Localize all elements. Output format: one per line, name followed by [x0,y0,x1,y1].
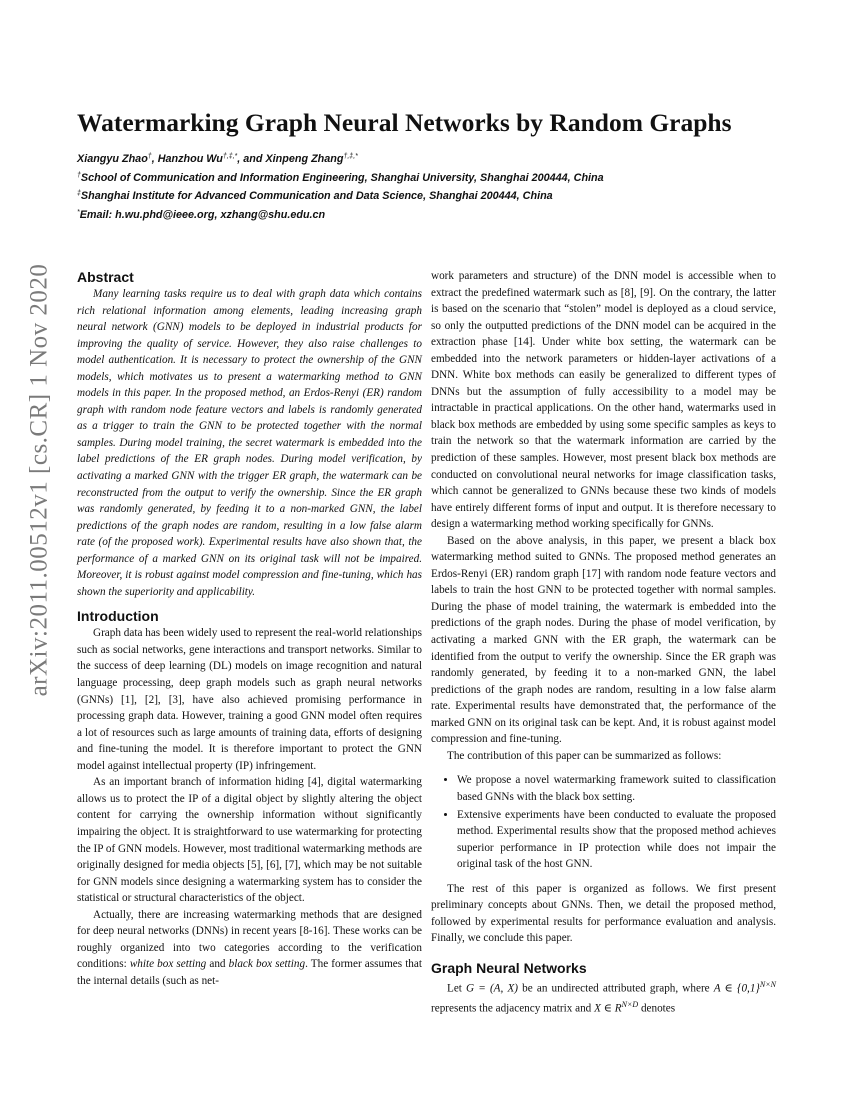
gnn-paragraph-1 [431,977,776,1018]
gnn-math-features-sup: N×D [621,1000,639,1010]
affiliation-2-mark: ‡ [77,190,81,197]
gnn-p1-part-c: represents the adjacency matrix and [431,1002,595,1015]
author-block [77,149,777,223]
affiliation-1-mark: † [77,171,81,179]
intro-paragraph-1: Graph data has been widely used to represent the real-world relationships such as social networks, gene interactions and transport networks. Similar to the success of deep learning (DL) models on image recognition and natural language processing, deep graph models such as graph neural networks (GNNs) [1], [2], [3], have also achieved promising performance in processing graph data. However, training a good GNN model often requires a lot of resources such as large amounts of training data, efforts of designing and fine-tuning the model. It is therefore important to protect the GNN model against intellectual property (IP) infringement. [77,627,422,772]
introduction-heading: Introduction [77,608,159,625]
affiliation-email-text: Email: h.wu.phd@ieee.org, xzhang@shu.edu.cn [79,208,326,221]
abstract-body: Many learning tasks require us to deal with graph data which contains rich relational information among elements, leading increasing graph neural network (GNN) models to be deployed in industrial products for improving the quality of service. However, they also raise challenges to model authentication. It is necessary to protect the ownership of the GNN models, which motivates us to present a watermarking method to GNN models in this paper. In the proposed method, an Erdos-Renyi (ER) random graph with random node feature vectors and labels is randomly generated as a trigger to train the GNN to be protected together with the normal samples. During model training, the secret watermark is embedded into the label predictions of the ER graph nodes. During model verification, by activating a marked GNN with the trigger ER graph, the watermark can be reconstructed from the output to verify the ownership. Since the ER graph was randomly generated, by feeding it to a non-marked GNN, the label predictions of the graph nodes are random, resulting in a low false alarm rate (of the proposed work). Experimental results have also shown that, the performance of a marked GNN on its original task will not be impaired. Moreover, it is robust against model compression and fine-tuning, which has shown the superiority and applicability. [77,288,422,598]
gnn-p1-part-a: Let [447,982,467,995]
arxiv-side-identifier [20,263,58,697]
affiliation-email-mark: * [77,208,80,216]
arxiv-id-text: arXiv:2011.00512v1 [cs.CR] 1 Nov 2020 [25,263,53,697]
author-3-name: Xinpeng Zhang [265,153,344,165]
right-paragraph-1: work parameters and structure) of the DNN model is accessible when to extract the predefined watermark such as [8], [9]. On the contrary, the latter is based on the scenario that “stolen” model is deployed as a cloud service, so only the outputted predictions of the DNN model can be acquired in the extraction phase [14]. Under white box setting, the watermark can be embedded into the network parameters or hidden-layer activations of a DNN. White box methods can easily be generalized to different types of DNNs but the assumption of fully accessibility to a model may be intractable in practical applications. On the other hand, watermarks used in black box methods are embedded by using some specific samples as keys to train the network so that the watermark information are carried by the prediction of these samples. However, most present black box methods are conducted on convolutional neural networks for image classification tasks, which cannot be generalized to GNNs because these two kinds of models have entirely different forms of input and output. It is therefore necessary to design a watermarking method working specifically for GNNs. [431,270,776,531]
author-separator-2: , and [237,153,266,165]
author-3-mark: †,‡,* [343,153,358,160]
intro-p3-black-box: black box setting [228,958,306,971]
affiliation-2 [77,186,777,205]
right-column [431,268,776,1017]
intro-p3-part-b: and [206,958,229,971]
affiliation-1-text: School of Communication and Information Engineering, Shanghai University, Shanghai 200444, China [80,171,604,184]
intro-p3-part-c: . The former assumes that the internal details (such as net- [77,958,422,987]
author-names [77,149,777,168]
intro-paragraph-3 [77,907,422,990]
affiliation-2-text: Shanghai Institute for Advanced Communication and Data Science, Shanghai 200444, China [80,190,553,202]
contribution-item: • We propose a novel watermarking framework suited to classification based GNNs with the black box setting. [457,772,776,805]
intro-paragraph-2: As an important branch of information hiding [4], digital watermarking allows us to protect the IP of a digital object by slightly altering the object content for carrying the ownership information without significantly impairing the object. It is straightforward to use watermarking for protecting the IP of GNN models. However, most traditional watermarking methods are originally designed for media objects [5], [6], [7], which may be not suitable for GNN models since designing a watermarking system has to consider the statistical or structural characteristics of the object. [77,776,422,905]
author-2-name: Hanzhou Wu [157,153,223,165]
right-paragraph-2: Based on the above analysis, in this paper, we present a black box watermarking method suited to GNNs. The proposed method generates an Erdos-Renyi (ER) random graph [17] with random node feature vectors and labels to train the host GNN to be protected together with normal samples. During the phase of model training, the watermark is embedded into the predictions of the graph nodes. During the phase of model verification, by activating a marked GNN with the ER graph, the watermark can be identified from the output to verify the ownership. Since the ER graph was randomly generated, by feeding it to a non-marked GNN, the label predictions of the graph nodes are random, resulting in a low false alarm rate. Experimental results have demonstrated that, the performance of the marked GNN on its original task can be kept. And, it is robust against model compression and fine-tuning. [431,534,776,746]
right-paragraph-4: The rest of this paper is organized as follows. We first present preliminary concepts about GNNs. Then, we detail the proposed method, followed by experimental results for performance evaluation and analysis. Finally, we conclude this paper. [431,882,776,945]
author-separator-1: , [151,153,158,165]
gnn-math-graph: G = (A, X) [466,982,519,995]
gnn-heading: Graph Neural Networks [431,959,587,976]
gnn-math-adjacency-sup: N×N [759,979,776,989]
contribution-list [431,772,776,872]
left-column [77,268,422,989]
gnn-p1-part-d: denotes [638,1002,676,1015]
intro-p3-part-a: Actually, there are increasing watermarking methods that are designed for deep neural networks (DNNs) in recent years [8-16]. These works can be roughly organized into two categories according to the verification conditions: [77,908,422,971]
gnn-math-features: X ∈ R [594,1002,622,1015]
contribution-item: • Extensive experiments have been conducted to evaluate the proposed method. Experimental results show that the proposed method achieves superior performance in IP protection while does not impair the original task of the host GNN. [457,807,776,873]
author-1-mark: † [147,153,152,160]
author-1-name: Xiangyu Zhao [77,153,148,165]
affiliation-email [77,205,777,224]
gnn-p1-part-b: be an undirected attributed graph, where [518,982,714,995]
affiliation-1 [77,168,777,187]
author-2-mark: †,‡,* [222,153,238,160]
gnn-math-adjacency: A ∈ {0,1} [713,982,760,995]
abstract-heading: Abstract [77,269,134,285]
intro-p3-white-box: white box setting [129,958,207,971]
right-paragraph-3: The contribution of this paper can be summarized as follows: [447,749,722,762]
paper-title: Watermarking Graph Neural Networks by Random Graphs [77,108,732,137]
